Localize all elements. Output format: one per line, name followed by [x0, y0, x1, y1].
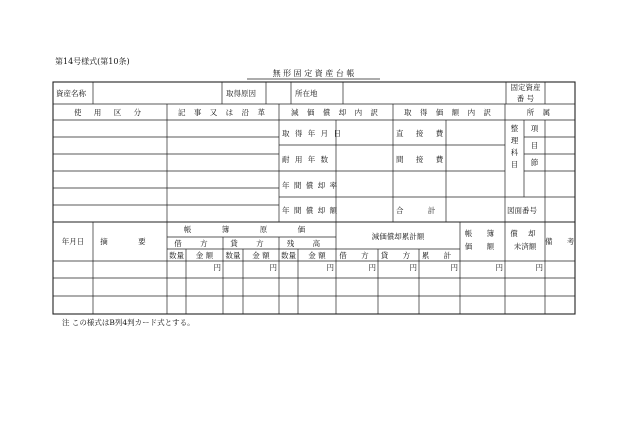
- balance-header: 残 高: [286, 239, 329, 248]
- book-original-value-header: 帳 簿 原 価: [183, 225, 320, 234]
- remarks-header: 備 考: [545, 237, 581, 246]
- acc-credit-header: 貸 方: [380, 251, 417, 260]
- acc-total-header: 累 計: [421, 251, 458, 260]
- depreciation-details-header: 減 価 償 却 内 訳: [291, 108, 381, 117]
- acc-debit-header: 借 方: [339, 251, 375, 260]
- asset-number-label-line2: 番 号: [516, 94, 535, 103]
- yen-mark: 円: [368, 263, 376, 272]
- yen-mark: 円: [213, 263, 221, 272]
- asset-name-label: 資産名称: [56, 89, 86, 98]
- credit-amount-header: 金 額: [252, 251, 270, 260]
- balance-amount-header: 金 額: [308, 251, 326, 260]
- annual-depreciation-rate-label: 年 間 償 却 率: [282, 181, 339, 190]
- ledger-date-header: 年月日: [61, 237, 85, 246]
- debit-amount-header: 金 額: [195, 251, 214, 260]
- unpaid-header-line1: 償 却: [510, 229, 540, 238]
- asset-number-label-line1: 固定資産: [510, 83, 541, 92]
- direct-cost-label: 直 接 費: [396, 129, 449, 138]
- belongs-to-header: 所 属: [526, 108, 554, 117]
- total-cost-label: 合 計: [396, 206, 447, 215]
- indirect-cost-label: 間 接 費: [396, 155, 449, 164]
- yen-mark: 円: [450, 263, 458, 272]
- acquisition-date-label: 取 得 年 月 日: [282, 129, 343, 138]
- location-label: 所在地: [295, 89, 318, 98]
- useful-life-label: 耐 用 年 数: [282, 155, 330, 164]
- category-item-kou: 項: [530, 124, 539, 133]
- credit-header: 貸 方: [230, 239, 272, 248]
- debit-quantity-header: 数量: [169, 251, 184, 260]
- record-history-header: 記 事 又 は 沿 革: [178, 108, 268, 117]
- balance-quantity-header: 数量: [281, 251, 296, 260]
- category-item-moku: 目: [530, 141, 539, 150]
- category-char-3: 科: [510, 148, 519, 157]
- use-category-header: 使 用 区 分: [73, 108, 147, 117]
- yen-mark: 円: [535, 263, 543, 272]
- category-char-1: 整: [510, 124, 519, 133]
- acquisition-cause-label: 取得原因: [226, 89, 256, 98]
- footnote: 注 この様式はB列4判カード式とする。: [62, 318, 195, 327]
- ledger-summary-header: 摘 要: [100, 237, 160, 246]
- unpaid-header-line2: 未済額: [513, 242, 537, 251]
- credit-quantity-header: 数量: [225, 251, 241, 260]
- book-value-header-line1: 帳 簿: [464, 229, 501, 238]
- accumulated-depreciation-header: 減価償却累計額: [371, 232, 425, 241]
- drawing-number-label: 図面番号: [507, 206, 537, 215]
- acquisition-cost-header: 取 得 価 額 内 訳: [404, 108, 494, 117]
- category-char-4: 目: [510, 160, 519, 169]
- debit-header: 借 方: [174, 239, 216, 248]
- yen-mark: 円: [269, 263, 277, 272]
- form-number: 第14号様式(第10条): [55, 57, 130, 66]
- yen-mark: 円: [409, 263, 417, 272]
- page-title: 無 形 固 定 資 産 台 帳: [272, 69, 355, 78]
- annual-depreciation-amount-label: 年 間 償 却 額: [282, 206, 339, 215]
- yen-mark: 円: [495, 263, 503, 272]
- category-item-setsu: 節: [530, 158, 539, 167]
- yen-mark: 円: [326, 263, 334, 272]
- category-char-2: 理: [510, 136, 519, 145]
- book-value-header-line2: 価 額: [464, 242, 501, 251]
